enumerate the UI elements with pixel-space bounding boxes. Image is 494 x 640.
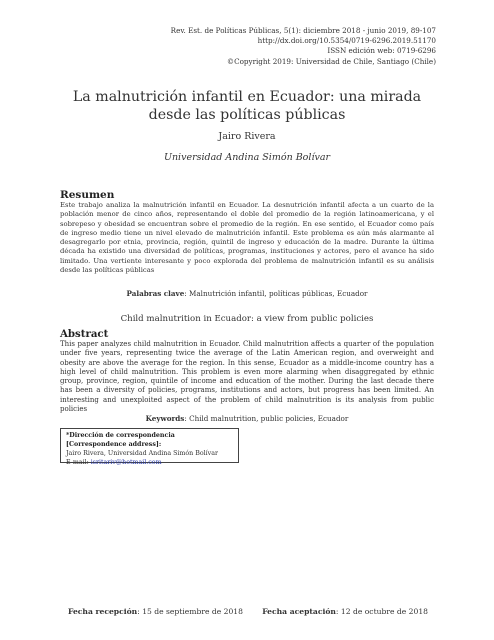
received-label: Fecha recepción bbox=[68, 607, 138, 616]
abstract-heading: Abstract bbox=[60, 328, 109, 340]
received-date bbox=[68, 607, 243, 616]
issn: ISSN edición web: 0719-6296 bbox=[327, 46, 436, 56]
received-value: : 15 de septiembre de 2018 bbox=[137, 607, 243, 616]
copyright: ©Copyright 2019: Universidad de Chile, Santiago (Chile) bbox=[226, 56, 436, 66]
correspondence-box bbox=[60, 428, 239, 466]
english-title: Child malnutrition in Ecuador: a view from public policies bbox=[120, 314, 374, 324]
correspondence-email-line bbox=[66, 458, 233, 467]
correspondence-name: Jairo Rivera, Universidad Andina Simón Bolívar bbox=[66, 450, 219, 457]
article-title: La malnutrición infantil en Ecuador: una mirada desde las políticas públicas bbox=[72, 89, 422, 123]
resumen-body: Este trabajo analiza la malnutrición infantil en Ecuador. La desnutrición infantil afecta a un cuarto de la población menor de cinco años, representando el doble del promedio de la región latinoamericana, y el sobrepeso y obesidad se encuentran sobre el promedio de la región. En ese sentido, el Ecuador como país de ingreso medio tiene un nivel elevado de malnutrición infantil. Este problema es aún más alarmante al desagregarlo por etnia, provincia, región, quintil de ingreso y educación de la madre. Durante la última década ha existido una diversidad de políticas, programas, instituciones y actores, pero el avance ha sido limitado. Una vertiente interesante y poco explorada del problema de malnutrición infantil es su análisis desde las políticas públicas bbox=[60, 201, 434, 274]
palabras-clave-list: : Malnutrición infantil, políticas públicas, Ecuador bbox=[184, 289, 368, 298]
resumen-heading: Resumen bbox=[60, 189, 115, 201]
abstract-body: This paper analyzes child malnutrition in Ecuador. Child malnutrition affects a quarter of the population under five years, representing twice the average of the Latin American region, and overweight and obesity are above the average for the region. In this sense, Ecuador as a middle-income country has a high level of child malnutrition. This problem is even more alarming when disaggregated by ethnic group, province, region, quintile of income and education of the mother. During the last decade there has been a diversity of policies, programs, institutions and actors, but progress has been limited. An interesting and unexploited aspect of the problem of child malnutrition is its analysis from public policies bbox=[60, 340, 434, 414]
palabras-clave-label: Palabras clave bbox=[126, 289, 185, 298]
keywords-list: : Child malnutrition, public policies, Ecuador bbox=[184, 414, 349, 423]
palabras-clave bbox=[60, 289, 434, 298]
email-link[interactable]: isritariv@hotmail.com bbox=[90, 459, 162, 466]
journal-citation: Rev. Est. de Políticas Públicas, 5(1): diciembre 2018 - junio 2019, 89-107 bbox=[170, 26, 436, 35]
correspondence-heading: *Dirección de correspondencia [Correspondence address]: bbox=[66, 432, 175, 448]
accepted-label: Fecha aceptación bbox=[262, 607, 336, 616]
author-name: Jairo Rivera bbox=[218, 131, 276, 142]
keywords-label: Keywords bbox=[145, 414, 185, 423]
accepted-value: : 12 de octubre de 2018 bbox=[335, 607, 428, 616]
doi-link[interactable]: http://dx.doi.org/10.5354/0719-6296.2019.51170 bbox=[257, 36, 436, 46]
author-affiliation: Universidad Andina Simón Bolívar bbox=[163, 152, 331, 163]
email-label: E-mail: bbox=[66, 459, 91, 466]
accepted-date bbox=[262, 607, 428, 616]
journal-header bbox=[171, 26, 436, 67]
keywords bbox=[60, 414, 434, 423]
